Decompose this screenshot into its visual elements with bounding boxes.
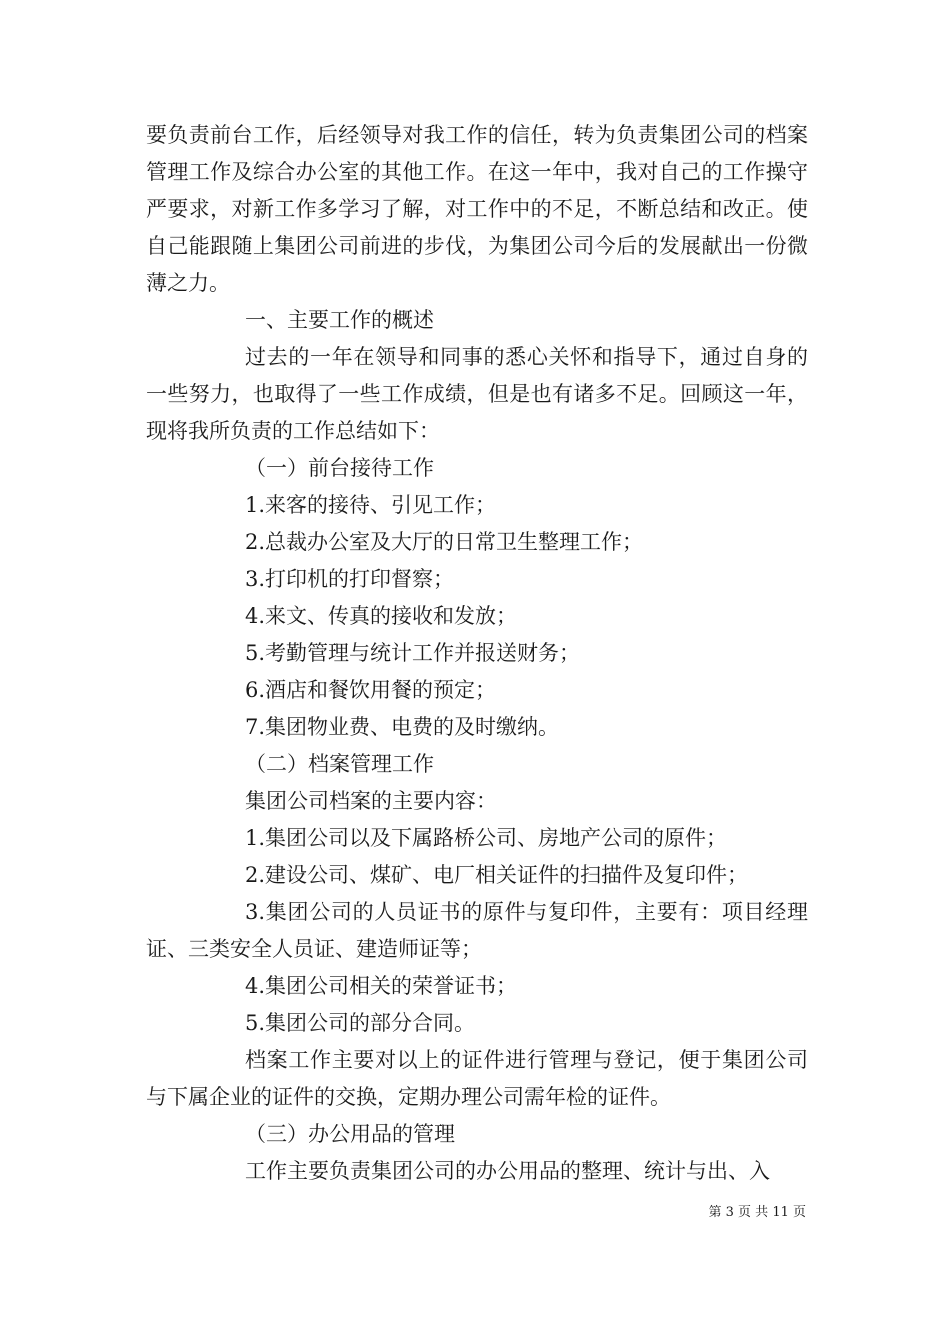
subsection-heading: （二）档案管理工作 bbox=[245, 752, 434, 776]
page-number: 第 3 页 共 11 页 bbox=[708, 1205, 806, 1220]
list-item: 4.集团公司相关的荣誉证书； bbox=[245, 974, 518, 998]
paragraph: 集团公司档案的主要内容： bbox=[245, 789, 497, 813]
paragraph: 过去的一年在领导和同事的悉心关怀和指导下，通过自身的一些努力，也取得了一些工作成绩，但是也有诸多不足。回顾这一年，现将我所负责的工作总结如下： bbox=[146, 345, 808, 443]
list-item: 3.集团公司的人员证书的原件与复印件，主要有：项目经理证、三类安全人员证、建造师证等； bbox=[146, 900, 808, 961]
paragraph: 要负责前台工作，后经领导对我工作的信任，转为负责集团公司的档案管理工作及综合办公室的其他工作。在这一年中，我对自己的工作操守严要求，对新工作多学习了解，对工作中的不足，不断总结和改正。使自己能跟随上集团公司前进的步伐，为集团公司今后的发展献出一份微薄之力。 bbox=[146, 123, 808, 295]
list-item: 2.总裁办公室及大厅的日常卫生整理工作； bbox=[245, 530, 644, 554]
list-item: 3.打印机的打印督察； bbox=[245, 567, 455, 591]
subsection-heading: （一）前台接待工作 bbox=[245, 456, 434, 480]
list-item: 1.集团公司以及下属路桥公司、房地产公司的原件； bbox=[245, 826, 728, 850]
list-item: 6.酒店和餐饮用餐的预定； bbox=[245, 678, 497, 702]
list-item: 5.集团公司的部分合同。 bbox=[245, 1011, 476, 1035]
subsection-heading: （三）办公用品的管理 bbox=[245, 1122, 455, 1146]
list-item: 1.来客的接待、引见工作； bbox=[245, 493, 497, 517]
list-item: 7.集团物业费、电费的及时缴纳。 bbox=[245, 715, 560, 739]
paragraph: 工作主要负责集团公司的办公用品的整理、统计与出、入 bbox=[245, 1159, 770, 1183]
list-item: 4.来文、传真的接收和发放； bbox=[245, 604, 518, 628]
list-item: 5.考勤管理与统计工作并报送财务； bbox=[245, 641, 581, 665]
document-body bbox=[146, 117, 808, 1190]
list-item: 2.建设公司、煤矿、电厂相关证件的扫描件及复印件； bbox=[245, 863, 749, 887]
section-heading: 一、主要工作的概述 bbox=[245, 308, 434, 332]
paragraph: 档案工作主要对以上的证件进行管理与登记，便于集团公司与下属企业的证件的交换，定期办理公司需年检的证件。 bbox=[146, 1048, 808, 1109]
